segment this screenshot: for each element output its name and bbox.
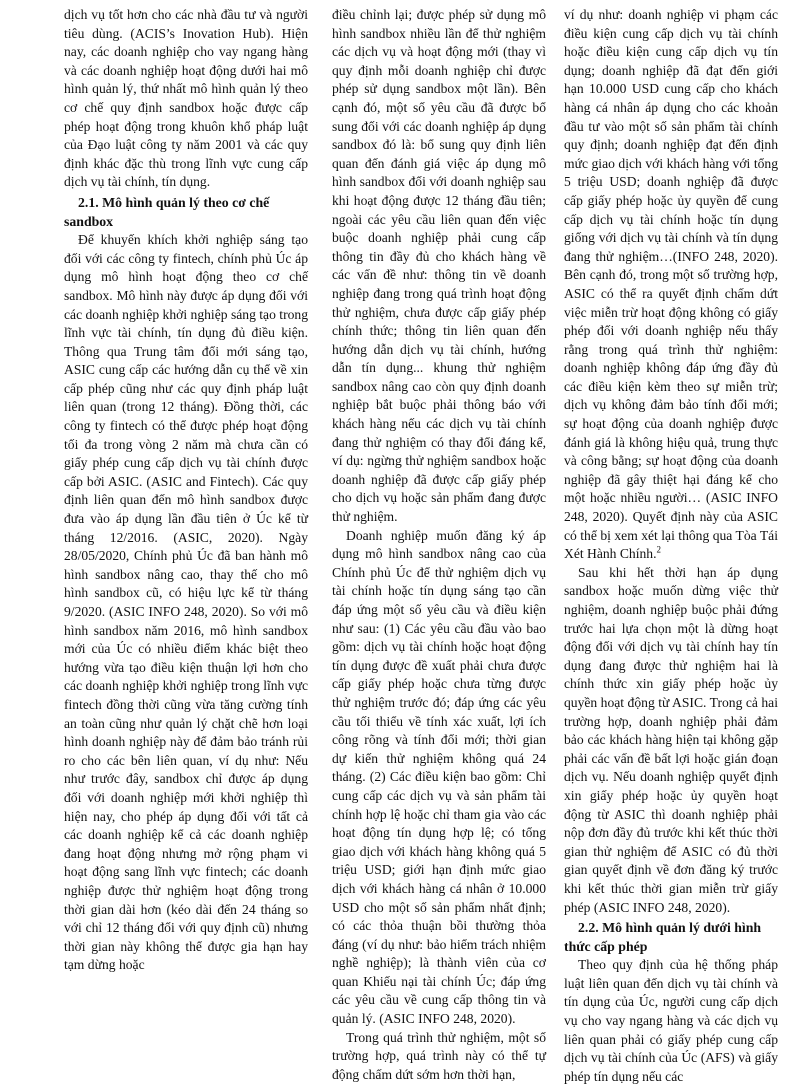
paragraph: Doanh nghiệp muốn đăng ký áp dụng mô hình sandbox nâng cao của Chính phủ Úc để thử nghiệm dịch vụ tài chính hoặc tín dụng sáng tạo cần đáp ứng một số yêu cầu và điều kiện như sau: (1) Các yêu cầu đầu vào bao gồm: dịch vụ tài chính hoặc hoạt động tín dụng được đề xuất phải chưa được cấp giấy phép hoặc chưa từng được thử nghiệm trước đó; đáp ứng các yêu cầu tối thiểu về tính xác xuất, lợi ích công rõng và tính đổi mới; thời gian dự kiến thử nghiệm không quá 24 tháng. (2) Các điều kiện bao gồm: Chỉ cung cấp các dịch vụ và sản phẩm tài chính hợp lệ hoặc chỉ tham gia vào các hoạt động tín dụng hợp lệ; có tổng giao dịch với khách hàng không quá 5 triệu USD; giới hạn định mức giao dịch với khách hàng cá nhân ở 10.000 USD cho một số sản phẩm nhất định; có các thỏa thuận bồi thường thỏa đáng (ví dụ như: bảo hiểm trách nhiệm nghề nghiệp); là thành viên của cơ quan Khiếu nại tài chính Úc; đáp ứng các yêu cầu về cung cấp thông tin và quản lý. (ASIC INFO 248, 2020). [332, 527, 546, 1027]
section-heading-2-1: 2.1. Mô hình quản lý theo cơ chế sandbox [64, 194, 270, 229]
column-left [64, 6, 308, 974]
footnote-marker[interactable]: 2 [656, 544, 662, 555]
paragraph: Trong quá trình thử nghiệm, một số trường hợp, quá trình này có thể tự động chấm dứt sớm hơn thời hạn, [332, 1029, 546, 1082]
paragraph [564, 6, 778, 564]
column-right [564, 6, 778, 1084]
column-middle [332, 6, 546, 1082]
paragraph: Sau khi hết thời hạn áp dụng sandbox hoặc muốn dừng việc thử nghiệm, doanh nghiệp buộc phải đứng trước hai lựa chọn một là dừng hoạt động đối với dịch vụ tài chính hay tín dụng đang được thử nghiệm hai là chính thức xin giấy phép hoặc ủy quyền hoạt động từ ASIC. Trong cả hai trường hợp, doanh nghiệp phải đảm bảo các khách hàng hiện tại không gặp phải các vấn đề bất lợi hoặc gián đoạn dịch vụ. Nếu doanh nghiệp quyết định xin giấy phép hoặc ủy quyền hoạt động từ ASIC thì doanh nghiệp phải nộp đơn đầy đủ trước khi kết thúc thời gian thử nghiệm để ASIC có đủ thời gian quyết định về đơn đăng ký trước khi kết thúc thời gian miễn trừ giấy phép (ASIC INFO 248, 2020). [564, 564, 778, 915]
section-heading-2-2: 2.2. Mô hình quản lý dưới hình thức cấp phép [564, 920, 762, 954]
paragraph: dịch vụ tốt hơn cho các nhà đầu tư và người tiêu dùng. (ACIS’s Inovation Hub). Hiện nay, các doanh nghiệp cho vay ngang hàng và các doanh nghiệp hoạt động dưới hai mô hình quản lý, thứ nhất mô hình quản lý theo cơ chế quy định sandbox hoặc được cấp phép hoạt động trong khuôn khổ pháp luật của Đạo luật công ty năm 2001 và các quy định khác đặc thù trong lĩnh vực cung cấp dịch vụ tài chính, tín dụng. [64, 7, 308, 190]
paragraph: điều chỉnh lại; được phép sử dụng mô hình sandbox nhiều lần để thử nghiệm các dịch vụ và hoạt động mới (thay vì quy định mỗi doanh nghiệp chỉ được phép sử dụng sandbox một lần). Bên cạnh đó, một số yêu cầu đã được bổ sung đối với các doanh nghiệp áp dụng sandbox đó là: bổ sung quy định liên quan đến đánh giá việc áp dụng mô hình sandbox đối với doanh nghiệp sau khi hoạt động được 12 tháng đầu tiên; ngoài các yêu cầu liên quan đến việc buộc doanh nghiệp phải cung cấp thông tin đầy đủ cho khách hàng về các vấn đề như: thông tin về doanh nghiệp đang trong quá trình hoạt động thử nghiệm, chưa được cấp giấy phép chính thức; thông tin liên quan đến hướng dẫn dịch vụ tài chính, hướng dẫn tín dụng... khung thử nghiệm sandbox nâng cao còn quy định doanh nghiệp bắt buộc phải thông báo với khách hàng nếu các dịch vụ tài chính đang thử nghiệm có thay đổi đáng kể, ví dụ: ngừng thử nghiệm sandbox hoặc doanh nghiệp đã được cấp giấy phép cho dịch vụ hoặc sản phẩm đang được thử nghiệm. [332, 7, 546, 525]
paragraph: Theo quy định của hệ thống pháp luật liên quan đến dịch vụ tài chính và tín dụng của Úc, người cung cấp dịch vụ cho vay ngang hàng và các dịch vụ liên quan phải có giấy phép cung cấp dịch vụ tài chính của Úc (AFS) và giấy phép tín dụng nếu các [564, 957, 778, 1084]
paragraph-text: ví dụ như: doanh nghiệp vi phạm các điều kiện cung cấp dịch vụ tài chính hoặc điều kiện cung cấp dịch vụ tín dụng; doanh nghiệp đã đạt đến giới hạn 10.000 USD cung cấp cho khách hàng cá nhân áp dụng cho các khoản đầu tư vào một số sản phẩm tài chính quy định; doanh nghiệp đạt đến định mức giao dịch với khách hàng với tổng 5 triệu USD; doanh nghiệp đã được cấp giấy phép hoặc ủy quyền để cung cấp dịch vụ tài chính hoặc tín dụng giống với dịch vụ tài chính và tín dụng đang thử nghiệm…(INFO 248, 2020). Bên cạnh đó, trong một số trường hợp, ASIC có thể ra quyết định chấm dứt việc miễn trừ hoạt động không có giấy phép đối với doanh nghiệp nếu thấy rằng trong quá trình thử nghiệm: doanh nghiệp không đáp ứng đầy đủ các điều kiện kèm theo sự miễn trừ; dịch vụ không đảm bảo tính đổi mới; sự hoạt động của doanh nghiệp được đánh giá là không hiệu quả, trung thực và công bằng; sự hoạt động của doanh nghiệp đã gây thiệt hại đáng kể cho một hoặc nhiều người… (ASIC INFO 248, 2020). Quyết định này của ASIC có thể bị xem xét lại thông qua Tòa Tái Xét Hành Chính. [564, 7, 778, 562]
paragraph: Để khuyến khích khởi nghiệp sáng tạo đối với các công ty fintech, chính phủ Úc áp dụng mô hình hoạt động theo cơ chế sandbox. Mô hình này được áp dụng đối với các doanh nghiệp khởi nghiệp sáng tạo trong lĩnh vực tài chính, tín dụng đủ điều kiện. Thông qua Trung tâm đổi mới sáng tạo, ASIC cung cấp các hướng dẫn cụ thể về xin cấp phép cũng như các quy định pháp luật liên quan (trong 12 tháng). Đồng thời, các công ty fintech có thể được phép hoạt động tối đa trong vòng 2 năm mà chưa cần có giấy phép cung cấp dịch vụ tài chính được cấp bởi ASIC. (ASIC and Fintech). Các quy định liên quan đến mô hình sandbox được đưa vào áp dụng lần đầu tiên ở Úc kể từ tháng 12/2016. (ASIC, 2020). Ngày 28/05/2020, Chính phủ Úc đã ban hành mô hình sandbox nâng cao, thay thế cho mô hình sandbox cũ, có hiệu lực kể từ tháng 9/2020. (ASIC INFO 248, 2020). So với mô hình sandbox năm 2016, mô hình sandbox mới của Úc có nhiều điểm khác biệt theo hướng vừa tạo điều kiện thuận lợi hơn cho các doanh nghiệp khởi nghiệp trong lĩnh vực fintech đồng thời cũng vừa tăng cường tính an toàn cũng như quản lý chặt chẽ hơn loại hình doanh nghiệp này để đảm bảo tránh rủi ro cho các bên liên quan, ví dụ như: Nếu như trước đây, sandbox chỉ được áp dụng đối với doanh nghiệp mới khởi nghiệp thì hiện nay, cho phép áp dụng đối với tất cả các doanh nghiệp kể cả các doanh nghiệp đang hoạt động nhưng mở rộng phạm vi hoạt động sang lĩnh vực fintech; các doanh nghiệp được thử nghiệm hoạt động trong thời gian dài hơn (kéo dài đến 24 tháng so với chỉ 12 tháng đối với quy định cũ) nhưng thời gian này không thể được gia hạn hay tạm dừng hoặc [64, 232, 308, 973]
